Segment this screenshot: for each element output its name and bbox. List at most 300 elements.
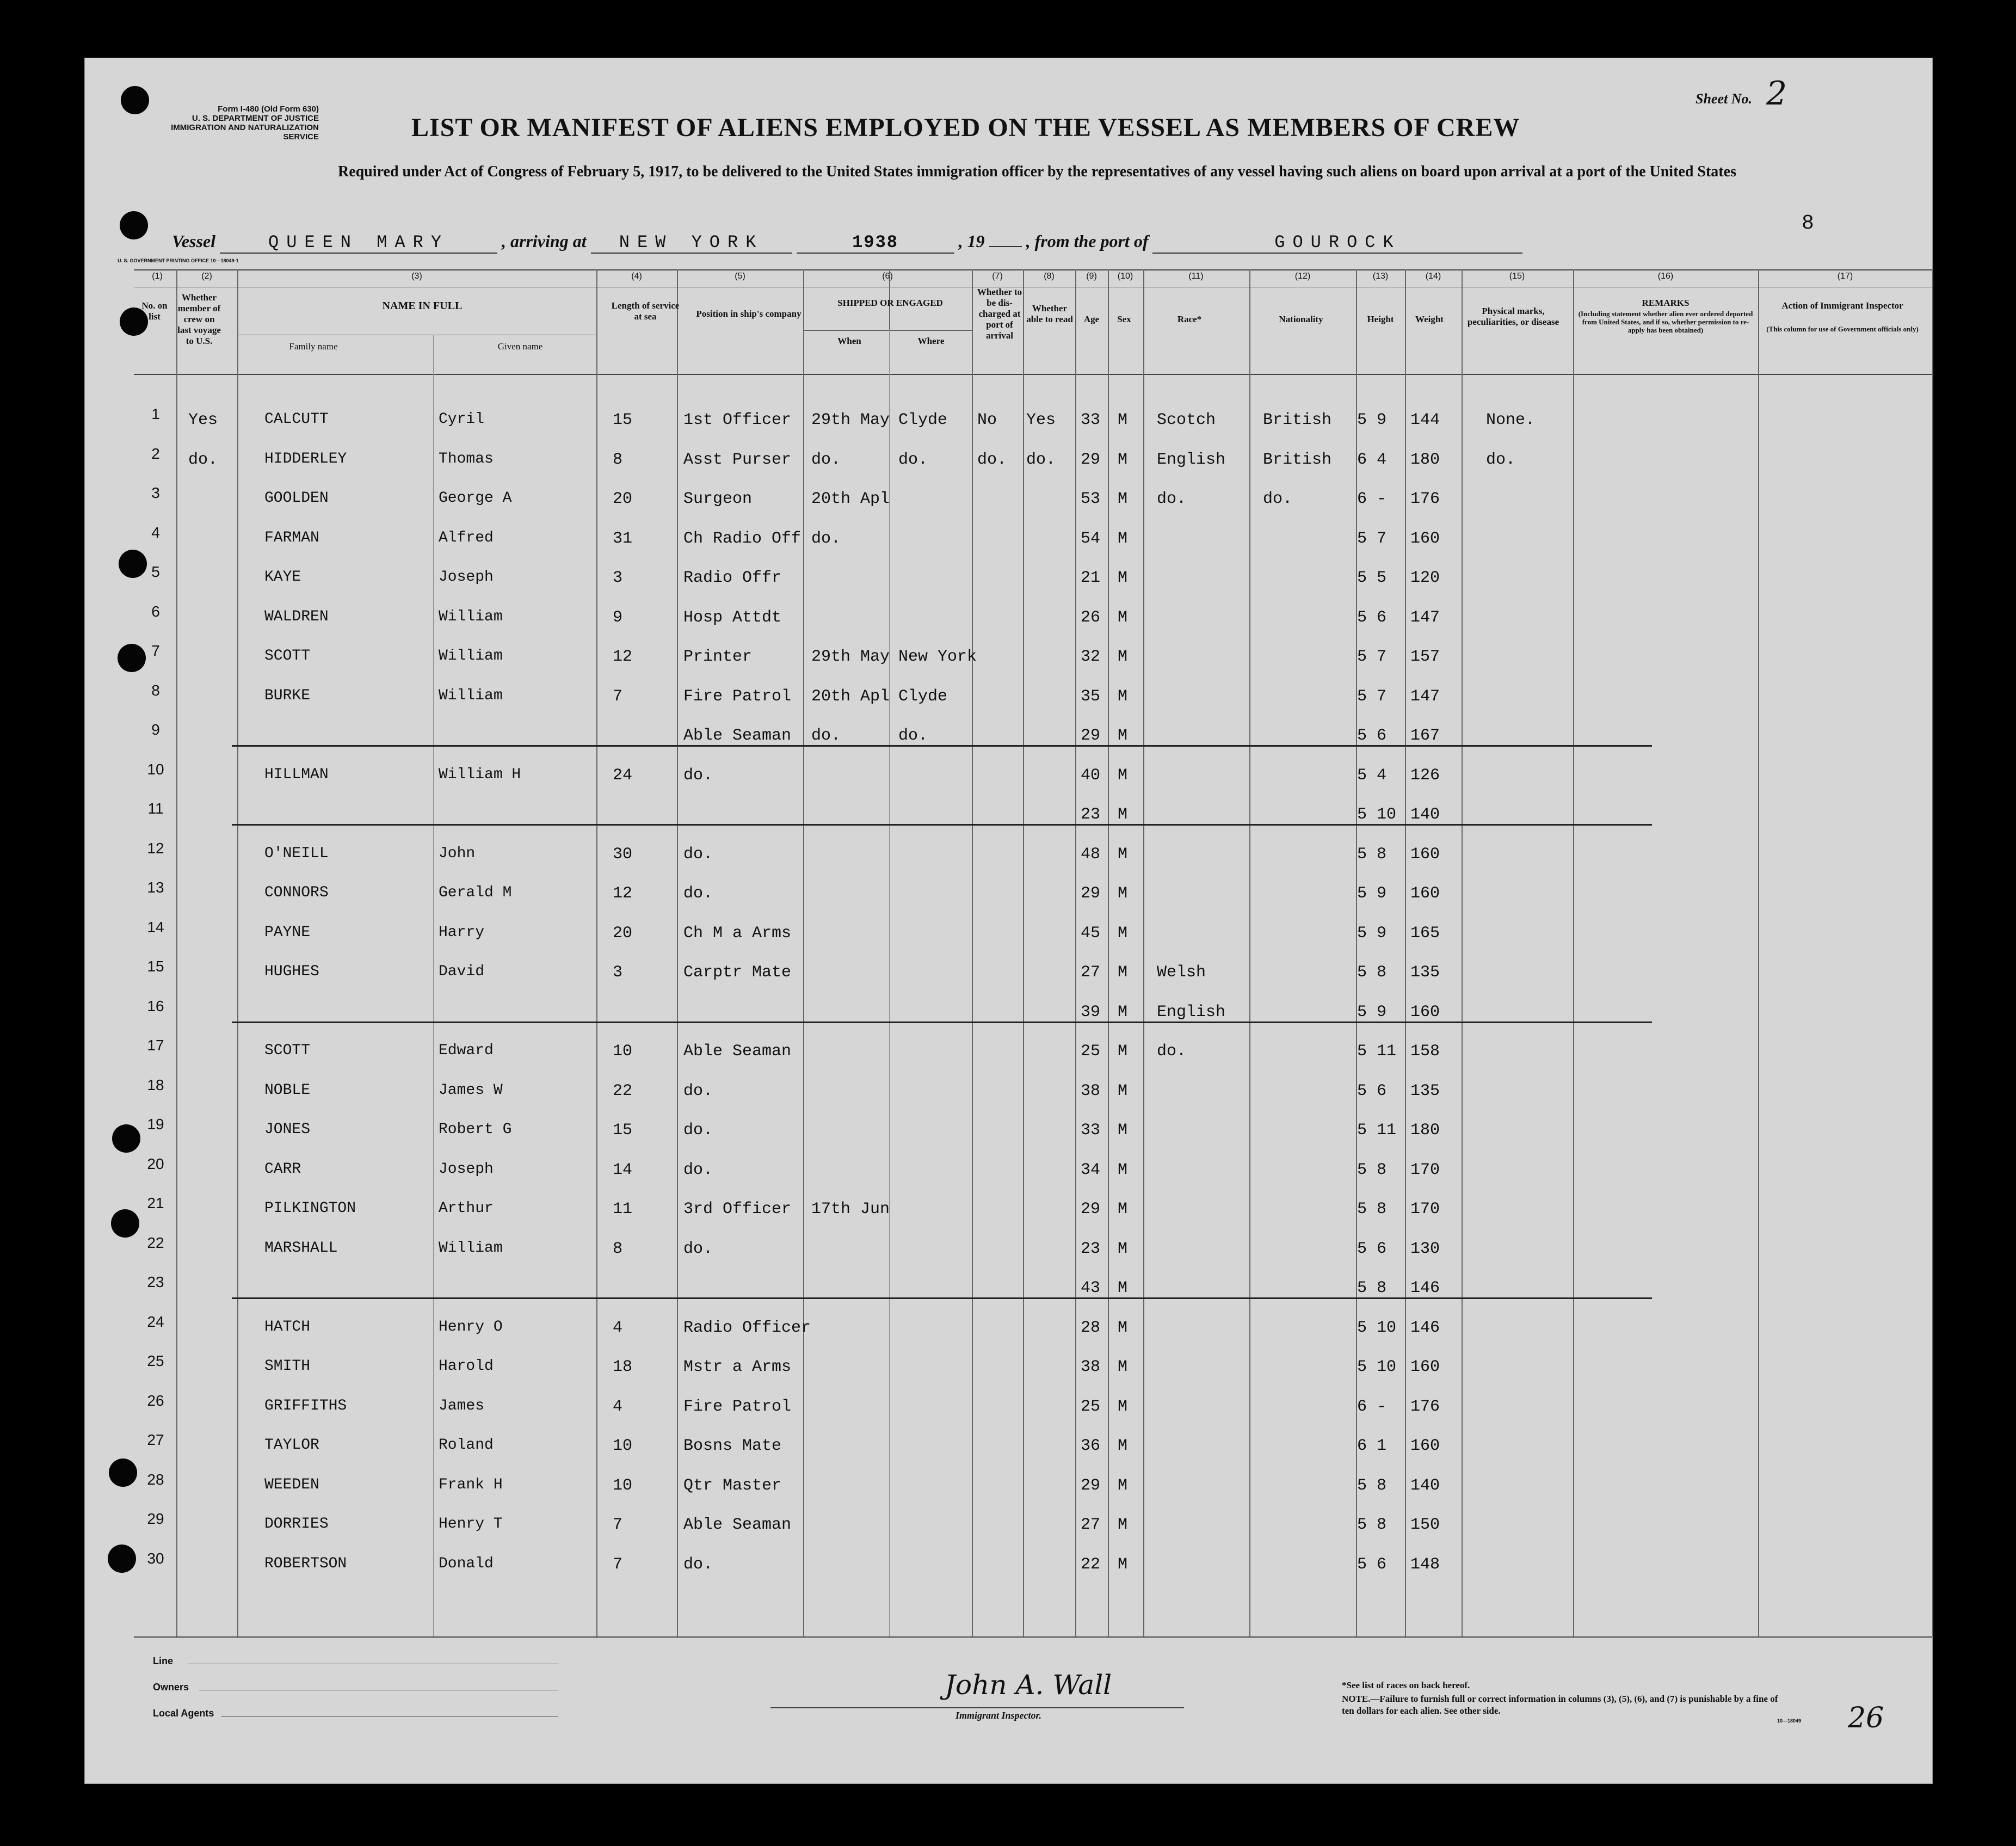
given-name-cell: Gerald M [439,884,512,901]
age-cell: 23 [1081,805,1101,824]
column-number: (4) [631,272,642,281]
col-header-position: Position in ship's company [696,309,802,319]
position-cell: do. [683,1160,713,1179]
service-length-cell: 10 [613,1437,633,1455]
age-cell: 25 [1081,1042,1101,1061]
nationality-cell: British [1263,450,1332,469]
service-length-cell: 7 [613,687,623,706]
row-number: 29 [147,1510,164,1527]
shipped-when-cell: 29th May [811,411,890,429]
row-number: 24 [147,1313,164,1330]
position-cell: do. [683,1121,713,1140]
able-read-cell: do. [1026,450,1056,469]
sex-cell: M [1118,766,1128,785]
given-name-cell: William [439,648,503,664]
sex-cell: M [1118,1239,1128,1258]
column-rule [677,269,678,1636]
height-cell: 5 9 [1357,884,1387,903]
weight-cell: 180 [1410,450,1440,469]
binder-hole [109,1459,137,1487]
given-name-cell: George A [439,490,512,507]
weight-cell: 170 [1410,1200,1440,1219]
line-label: Line [153,1656,174,1666]
position-cell: Qtr Master [683,1476,782,1495]
age-cell: 23 [1081,1239,1101,1258]
arriving-label: , arriving at [502,231,587,251]
height-cell: 5 8 [1357,1160,1387,1179]
row-number: 21 [147,1195,164,1211]
family-name-cell: HIDDERLEY [264,450,347,467]
position-cell: do. [683,884,713,903]
inspector-signature: John A. Wall [945,1669,1112,1701]
weight-cell: 135 [1410,963,1440,982]
age-cell: 54 [1081,529,1101,548]
given-name-cell: Thomas [439,450,494,467]
sex-cell: M [1118,687,1128,706]
row-number: 3 [151,484,160,501]
col-header-name: NAME IN FULL [382,300,463,312]
row-number: 1 [151,405,160,422]
col-header-family: Family name [289,341,338,352]
service-length-cell: 15 [613,1121,633,1140]
position-cell: Able Seaman [683,1042,792,1061]
row-number: 2 [151,445,160,462]
weight-cell: 170 [1410,1160,1440,1179]
given-name-cell: Arthur [439,1200,494,1217]
weight-cell: 126 [1410,766,1440,785]
column-rule [596,269,597,1636]
row-number: 10 [147,760,164,778]
family-name-cell: WALDREN [264,608,329,625]
row-number: 7 [151,642,160,659]
strike-through-line [232,1022,1652,1023]
height-cell: 6 - [1357,490,1387,508]
service-length-cell: 14 [613,1160,633,1179]
column-rule [1023,269,1024,1636]
given-name-cell: David [439,963,485,980]
service-name: IMMIGRATION AND NATURALIZATION SERVICE [171,123,319,141]
col-header-shipped: SHIPPED OR ENGAGED [837,298,943,308]
col-header-physical: Physical marks, peculiarities, or disease [1467,306,1559,327]
service-length-cell: 20 [613,490,633,508]
sex-cell: M [1118,845,1128,864]
col-header-where: Where [917,336,945,346]
discharged-cell: No [977,411,997,429]
shipped-when-cell: do. [811,450,841,469]
year-label: , 19 [958,231,985,251]
footer-note: NOTE.—Failure to furnish full or correct information in columns (3), (5), (6), and (7) is punishable by a fine of ten dollars for each alien. See other side. [1342,1694,1778,1716]
given-name-cell: Robert G [439,1121,512,1138]
weight-cell: 146 [1410,1279,1440,1297]
header-bottom-rule [134,374,1932,375]
age-cell: 38 [1081,1358,1101,1376]
sex-cell: M [1118,1476,1128,1495]
shipped-split-rule [803,330,972,331]
position-cell: do. [683,1239,713,1258]
position-cell: Ch M a Arms [683,924,792,943]
row-number: 15 [147,958,164,975]
age-cell: 36 [1081,1437,1101,1455]
service-length-cell: 31 [613,529,633,548]
column-rule [803,269,804,1636]
height-cell: 5 6 [1357,727,1387,745]
strike-through-line [232,1297,1652,1299]
row-number: 14 [147,918,164,936]
strike-through-line [232,745,1652,747]
column-number: (13) [1372,272,1389,281]
sex-cell: M [1118,1081,1128,1100]
sex-cell: M [1118,1437,1128,1455]
position-cell: Ch Radio Off [683,529,802,548]
weight-cell: 160 [1410,845,1440,864]
column-number: (16) [1657,272,1674,281]
weight-cell: 147 [1410,687,1440,706]
weight-cell: 144 [1410,411,1440,429]
weight-cell: 160 [1410,1002,1440,1022]
race-cell: English [1157,1002,1226,1022]
manifest-sheet [84,58,1933,1784]
weight-cell: 160 [1410,1437,1440,1455]
department-name: U. S. DEPARTMENT OF JUSTICE [192,114,319,123]
sex-cell: M [1118,1121,1128,1140]
height-cell: 5 5 [1357,569,1387,587]
weight-cell: 167 [1410,727,1440,745]
arrival-port: NEW YORK [591,232,792,254]
shipped-where-cell: do. [898,727,928,745]
sex-cell: M [1118,924,1128,943]
age-cell: 29 [1081,884,1101,903]
position-cell: Carptr Mate [683,963,792,982]
nationality-cell: British [1263,411,1332,429]
weight-cell: 130 [1410,1239,1440,1258]
shipped-when-cell: 17th Jun [811,1200,890,1219]
sheet-number-label: Sheet No. [1696,91,1752,107]
position-cell: 3rd Officer [683,1200,792,1219]
column-rule [1932,269,1933,1636]
sheet-number-value: 2 [1766,75,1787,113]
col-header-remarks-note: (Including statement whether alien ever ordered deported from United States, and if so, whether permission to re-apply has been obtained) [1578,310,1753,334]
row-number: 26 [147,1392,164,1409]
shipped-when-cell: 20th Apl [811,687,890,706]
row-number: 18 [147,1076,164,1093]
age-cell: 29 [1081,1476,1101,1495]
family-name-cell: PILKINGTON [264,1200,356,1217]
given-name-cell: Roland [439,1437,494,1454]
sex-cell: M [1118,1555,1128,1574]
row-number: 12 [147,839,164,857]
given-name-cell: Harold [439,1358,494,1375]
col-header-given: Given name [497,341,543,352]
given-name-cell: Frank H [439,1476,503,1493]
weight-cell: 165 [1410,924,1440,943]
height-cell: 5 9 [1357,411,1387,429]
corner-number: 8 [1802,212,1814,235]
form-code: 10—18049 [1777,1718,1802,1724]
position-cell: Hosp Attdt [683,608,782,627]
position-cell: Able Seaman [683,1516,792,1534]
shipped-when-cell: 20th Apl [811,490,890,508]
year-blank [989,246,1022,247]
row-number: 19 [147,1116,164,1133]
age-cell: 32 [1081,648,1101,666]
service-length-cell: 18 [613,1358,633,1376]
weight-cell: 176 [1410,490,1440,508]
shipped-where-cell: Clyde [898,687,948,706]
weight-cell: 176 [1410,1397,1440,1416]
sex-cell: M [1118,1042,1128,1061]
last-voyage-cell: Yes [188,411,218,429]
age-cell: 33 [1081,411,1101,429]
column-rule [1573,269,1574,1636]
table-top-rule [134,269,1932,270]
race-cell: Welsh [1157,963,1206,982]
age-cell: 53 [1081,490,1101,508]
given-name-cell: Edward [439,1042,494,1059]
family-name-cell: ROBERTSON [264,1555,347,1572]
col-header-discharged: Whether to be dis-charged at port of arrival [977,287,1022,341]
given-name-cell: James [439,1397,485,1414]
col-header-age: Age [1083,314,1100,324]
from-port-label: , from the port of [1026,231,1149,251]
sex-cell: M [1118,490,1128,508]
given-name-cell: William [439,1239,503,1257]
height-cell: 5 10 [1357,1318,1397,1337]
col-header-when: When [837,336,861,346]
service-length-cell: 12 [613,648,633,666]
shipped-when-cell: do. [811,727,841,745]
gpo-line: U. S. GOVERNMENT PRINTING OFFICE 10—18049-1 [118,258,239,263]
weight-cell: 150 [1410,1516,1440,1534]
weight-cell: 120 [1410,569,1440,587]
column-number: (9) [1086,272,1097,281]
age-cell: 35 [1081,687,1101,706]
weight-cell: 140 [1410,1476,1440,1495]
age-cell: 26 [1081,608,1101,627]
weight-cell: 147 [1410,608,1440,627]
column-number: (11) [1188,272,1204,281]
discharged-cell: do. [977,450,1007,469]
sex-cell: M [1118,450,1128,469]
shipped-where-cell: Clyde [898,411,948,429]
family-name-cell: DORRIES [264,1516,329,1533]
inspector-label: Immigrant Inspector. [955,1710,1042,1721]
service-length-cell: 3 [613,569,623,587]
given-name-rule [433,335,434,1636]
shipped-when-cell: 29th May [811,648,890,666]
sex-cell: M [1118,1200,1128,1219]
shipped-where-cell: do. [898,450,928,469]
shipped-when-cell: do. [811,529,841,548]
column-rule [1405,269,1406,1636]
given-name-cell: Donald [439,1555,494,1572]
row-number: 27 [147,1431,164,1448]
service-length-cell: 7 [613,1516,623,1534]
age-cell: 40 [1081,766,1101,785]
row-number: 8 [151,681,160,699]
position-cell: Radio Offr [683,569,782,587]
height-cell: 5 6 [1357,608,1387,627]
row-number: 25 [147,1352,164,1369]
row-number: 4 [151,524,160,541]
given-name-cell: Cyril [439,411,485,428]
page-title: LIST OR MANIFEST OF ALIENS EMPLOYED ON THE VESSEL AS MEMBERS OF CREW [411,113,1520,142]
height-cell: 5 7 [1357,687,1387,706]
weight-cell: 160 [1410,884,1440,903]
vessel-name: QUEEN MARY [220,232,497,254]
column-rule [176,269,177,1636]
position-cell: Bosns Mate [683,1437,782,1455]
given-name-cell: Henry T [439,1516,503,1533]
physical-marks-cell: do. [1486,450,1516,469]
binder-hole [112,1124,140,1153]
column-number: (1) [152,272,163,281]
col-header-height: Height [1367,314,1394,324]
given-name-cell: James W [439,1081,503,1099]
given-name-cell: William H [439,766,521,783]
weight-cell: 146 [1410,1318,1440,1337]
weight-cell: 135 [1410,1081,1440,1100]
sex-cell: M [1118,1002,1128,1022]
column-number: (8) [1044,272,1055,281]
service-length-cell: 24 [613,766,633,785]
age-cell: 29 [1081,450,1101,469]
position-cell: do. [683,766,713,785]
given-name-cell: William [439,687,503,704]
row-number: 20 [147,1155,164,1172]
service-length-cell: 7 [613,1555,623,1574]
service-length-cell: 22 [613,1081,633,1100]
sex-cell: M [1118,648,1128,666]
height-cell: 5 7 [1357,529,1387,548]
family-name-cell: CONNORS [264,884,329,901]
family-name-cell: GRIFFITHS [264,1397,347,1414]
given-name-cell: William [439,608,503,625]
age-cell: 27 [1081,1516,1101,1534]
race-cell: Scotch [1157,411,1216,429]
sex-cell: M [1118,805,1128,824]
height-cell: 5 6 [1357,1081,1387,1100]
row-number: 5 [151,563,160,580]
family-name-cell: WEEDEN [264,1476,319,1493]
sex-cell: M [1118,529,1128,548]
height-cell: 6 4 [1357,450,1387,469]
family-name-cell: HILLMAN [264,766,329,783]
binder-hole [119,550,147,578]
col-header-last-voyage: Whether member of crew on last voyage to U.S. [177,292,221,346]
strike-through-line [232,824,1652,826]
race-cell: do. [1157,1042,1187,1061]
position-cell: do. [683,845,713,864]
vessel-label: Vessel [172,231,215,251]
weight-cell: 158 [1410,1042,1440,1061]
service-length-cell: 8 [613,450,623,469]
column-number: (5) [735,272,745,281]
height-cell: 5 8 [1357,1200,1387,1219]
height-cell: 6 1 [1357,1437,1387,1455]
height-cell: 5 10 [1357,1358,1397,1376]
weight-cell: 160 [1410,1358,1440,1376]
column-rule [1108,269,1109,1636]
column-number: (15) [1509,272,1525,281]
col-header-remarks: REMARKS [1642,298,1690,308]
sex-cell: M [1118,727,1128,745]
service-length-cell: 11 [613,1200,633,1219]
form-number: Form I-480 (Old Form 630) [218,104,319,114]
position-cell: Fire Patrol [683,1397,792,1416]
age-cell: 27 [1081,963,1101,982]
sex-cell: M [1118,1279,1128,1297]
family-name-cell: HATCH [264,1318,311,1336]
vessel-line [172,231,1522,254]
weight-cell: 157 [1410,648,1440,666]
row-number: 9 [151,721,160,738]
height-cell: 5 10 [1357,805,1397,824]
family-name-cell: SCOTT [264,648,311,664]
height-cell: 5 6 [1357,1555,1387,1574]
family-name-cell: FARMAN [264,529,319,546]
position-cell: do. [683,1555,713,1574]
age-cell: 48 [1081,845,1101,864]
column-number: (12) [1294,272,1311,281]
position-cell: Radio Officer [683,1318,811,1337]
height-cell: 5 11 [1357,1042,1397,1061]
column-number: (3) [411,272,422,281]
family-name-cell: SMITH [264,1358,311,1375]
age-cell: 25 [1081,1397,1101,1416]
given-name-cell: Joseph [439,569,494,586]
row-number: 30 [147,1549,164,1567]
given-name-cell: John [439,845,476,862]
col-header-sex: Sex [1117,314,1131,324]
col-header-action-note: (This column for use of Government officials only) [1766,325,1919,333]
position-cell: Able Seaman [683,727,792,745]
service-length-cell: 4 [613,1397,623,1416]
position-cell: do. [683,1081,713,1100]
family-name-cell: TAYLOR [264,1437,319,1454]
column-rule [1075,269,1076,1636]
binder-hole [120,211,148,239]
binder-hole [108,1545,136,1573]
age-cell: 28 [1081,1318,1101,1337]
position-cell: 1st Officer [683,411,792,429]
row-number: 11 [147,800,164,817]
able-read-cell: Yes [1026,411,1056,429]
given-name-cell: Joseph [439,1160,494,1178]
height-cell: 5 8 [1357,963,1387,982]
age-cell: 21 [1081,569,1101,587]
column-number: (17) [1837,272,1853,281]
last-voyage-cell: do. [188,450,218,469]
service-length-cell: 15 [613,411,633,429]
age-cell: 33 [1081,1121,1101,1140]
height-cell: 5 4 [1357,766,1387,785]
service-length-cell: 12 [613,884,633,903]
races-note: *See list of races on back hereof. [1342,1680,1470,1690]
arrival-date: 1938 [797,232,954,254]
family-name-cell: CARR [264,1160,301,1178]
position-cell: Asst Purser [683,450,792,469]
family-name-cell: BURKE [264,687,311,704]
family-name-cell: O'NEILL [264,845,329,862]
age-cell: 29 [1081,1200,1101,1219]
height-cell: 5 9 [1357,1002,1387,1022]
service-length-cell: 3 [613,963,623,982]
col-header-read: Whether able to read [1026,303,1073,324]
agents-label: Local Agents [153,1708,214,1719]
col-header-race: Race* [1177,314,1202,324]
row-number: 23 [147,1273,164,1290]
race-cell: do. [1157,490,1187,508]
